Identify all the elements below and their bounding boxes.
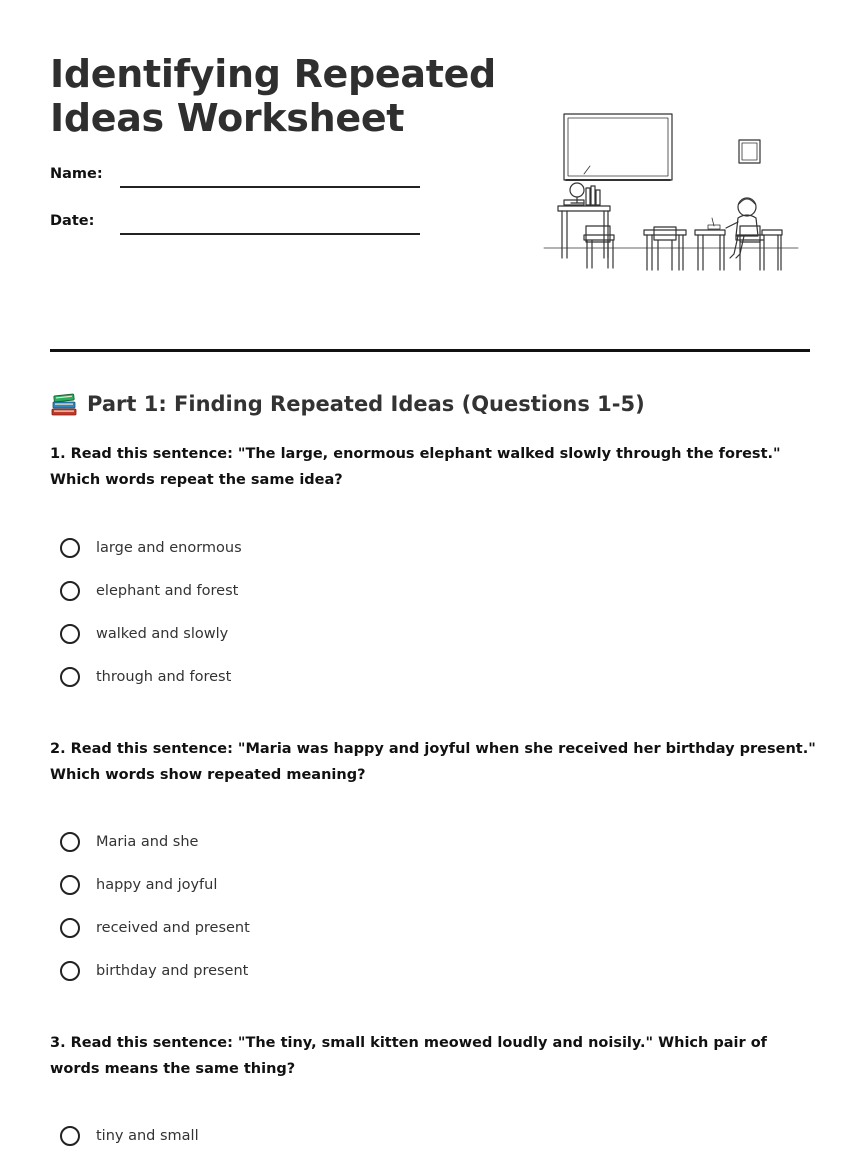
part1-heading bbox=[50, 390, 645, 418]
globe bbox=[570, 183, 584, 197]
q2-option-1[interactable] bbox=[60, 829, 198, 855]
header-divider bbox=[50, 349, 810, 352]
title-line-1: Identifying Repeated bbox=[50, 52, 496, 96]
option-label: received and present bbox=[96, 920, 250, 936]
question-1-prompt: 1. Read this sentence: "The large, enormous elephant walked slowly through the forest." Which words repeat the same idea? bbox=[50, 446, 781, 488]
date-label: Date: bbox=[50, 213, 95, 229]
q3-option-1[interactable] bbox=[60, 1123, 199, 1149]
question-2-prompt: 2. Read this sentence: "Maria was happy and joyful when she received her birthday present." Which words show repeated meaning? bbox=[50, 741, 816, 783]
option-label: elephant and forest bbox=[96, 583, 239, 599]
q2-option-4[interactable] bbox=[60, 958, 248, 984]
q1-option-2[interactable] bbox=[60, 578, 238, 604]
student-figure bbox=[738, 198, 756, 216]
date-line[interactable] bbox=[120, 233, 420, 235]
q1-option-4[interactable] bbox=[60, 664, 231, 690]
option-label: Maria and she bbox=[96, 834, 199, 850]
q1-option-3[interactable] bbox=[60, 621, 228, 647]
part1-heading-text: Part 1: Finding Repeated Ideas (Questions 1-5) bbox=[87, 392, 645, 416]
radio-button[interactable] bbox=[60, 1126, 80, 1146]
q1-option-1[interactable] bbox=[60, 535, 242, 561]
chalkboard-frame bbox=[564, 114, 672, 180]
option-label: walked and slowly bbox=[96, 626, 229, 642]
student-desk bbox=[695, 230, 725, 235]
title-line-2: Ideas Worksheet bbox=[50, 96, 405, 140]
radio-button[interactable] bbox=[60, 538, 80, 558]
name-line[interactable] bbox=[120, 186, 420, 188]
radio-button[interactable] bbox=[60, 624, 80, 644]
option-label: happy and joyful bbox=[96, 877, 218, 893]
radio-button[interactable] bbox=[60, 918, 80, 938]
q2-option-2[interactable] bbox=[60, 872, 217, 898]
option-label: through and forest bbox=[96, 669, 232, 685]
radio-button[interactable] bbox=[60, 667, 80, 687]
name-label: Name: bbox=[50, 166, 103, 182]
option-label: tiny and small bbox=[96, 1128, 199, 1144]
radio-button[interactable] bbox=[60, 961, 80, 981]
radio-button[interactable] bbox=[60, 581, 80, 601]
teacher-desk bbox=[558, 206, 610, 211]
radio-button[interactable] bbox=[60, 832, 80, 852]
radio-button[interactable] bbox=[60, 875, 80, 895]
question-3-prompt: 3. Read this sentence: "The tiny, small kitten meowed loudly and noisily." Which pair of words means the same thing? bbox=[50, 1035, 767, 1077]
option-label: birthday and present bbox=[96, 963, 249, 979]
classroom-illustration bbox=[540, 108, 802, 274]
q2-option-3[interactable] bbox=[60, 915, 250, 941]
option-label: large and enormous bbox=[96, 540, 242, 556]
worksheet-title bbox=[50, 52, 530, 140]
books-icon bbox=[50, 391, 78, 417]
